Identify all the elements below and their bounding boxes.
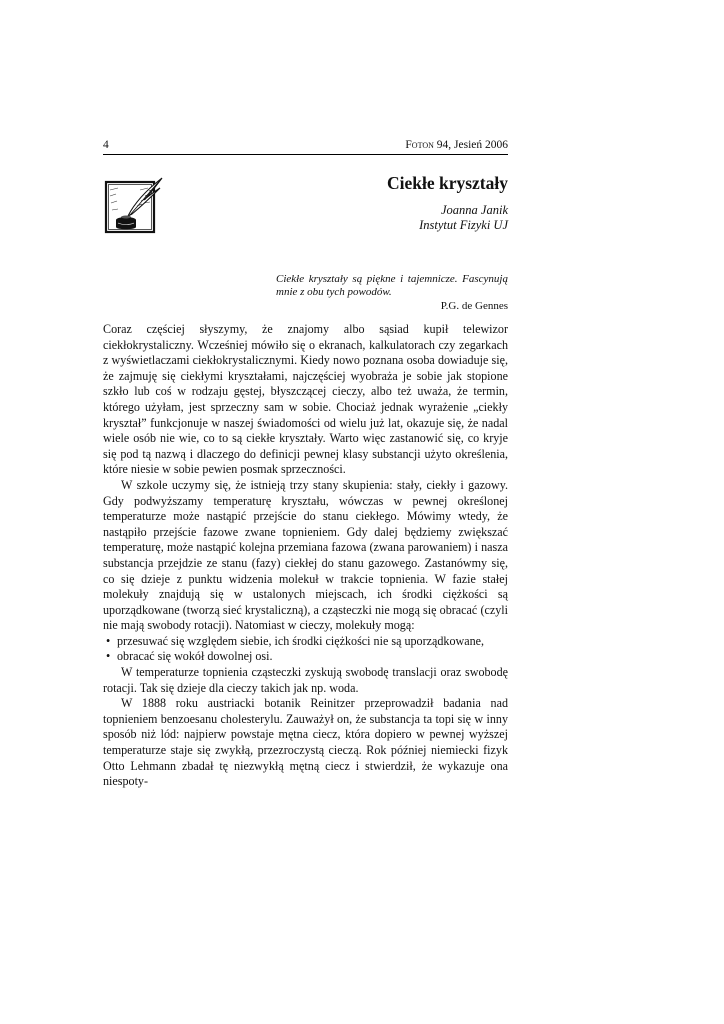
- epigraph: [276, 273, 508, 313]
- article-title: Ciekłe kryształy: [386, 173, 508, 193]
- list-item: [103, 649, 508, 665]
- paragraph: W szkole uczymy się, że istnieją trzy stany skupienia: stały, ciekły i gazowy. Gdy podwyższamy temperaturę kryształu, wówczas w pewnej określonej temperaturze może nastąpić przejście do stanu ciekłego. Mówimy wtedy, że nastąpiło przejście fazowe zwane topnieniem. Gdy dalej będziemy zwiększać temperaturę, może nastąpić kolejna przemiana fazowa (zwana parowaniem) i nasza substancja przejdzie ze stanu (fazy) ciekłej do stanu gazowego. Zastanówmy się, co się dzieje z punktu widzenia molekuł w trakcie topnienia. W fazie stałej molekuły znajdują się w ustalonych miejscach, ich środki ciężkości są uporządkowane (tworzą sieć krystaliczną), a cząsteczki nie mogą się obracać (czyli nie mają swobody rotacji). Natomiast w cieczy, molekuły mogą:: [103, 477, 508, 633]
- list-item-text: przesuwać się względem siebie, ich środki ciężkości nie są uporządkowane,: [117, 633, 485, 648]
- journal-name: Foton: [405, 139, 434, 151]
- article-body: [103, 322, 508, 790]
- paragraph: W temperaturze topnienia cząsteczki zyskują swobodę translacji oraz swobodę rotacji. Tak się dzieje dla cieczy takich jak np. woda.: [103, 665, 508, 695]
- journal-info: [405, 138, 508, 152]
- epigraph-attribution: P.G. de Gennes: [440, 300, 508, 312]
- inkwell-quill-icon: [104, 176, 168, 236]
- bullet-icon: •: [106, 649, 111, 664]
- list-item-text: obracać się wokół dowolnej osi.: [117, 649, 273, 664]
- article-author: Joanna Janik: [441, 203, 508, 217]
- journal-issue: 94, Jesień 2006: [433, 139, 508, 151]
- running-header: [103, 138, 508, 155]
- list-item: [103, 634, 508, 650]
- epigraph-quote: Ciekłe kryształy są piękne i tajemnicze. Fascynują mnie z obu tych powodów.: [276, 273, 508, 298]
- author-affiliation: Instytut Fizyki UJ: [419, 218, 508, 232]
- bullet-icon: •: [106, 633, 111, 648]
- page-number: 4: [103, 139, 109, 151]
- paragraph: W 1888 roku austriacki botanik Reinitzer przeprowadził badania nad topnieniem benzoesanu cholesterylu. Zauważył on, że substancja ta topi się w inny sposób niż lód: najpierw powstaje mętna ciecz, która dopiero w pewnej wyższej temperaturze staje się zwykłą, przezroczystą cieczą. Rok później niemiecki fizyk Otto Lehmann zbadał tę niezwykłą mętną ciecz i stwierdził, że wykazuje ona niespoty-: [103, 696, 508, 789]
- bullet-list: [103, 634, 508, 665]
- paragraph: Coraz częściej słyszymy, że znajomy albo sąsiad kupił telewizor ciekłokrystaliczny. Wcześniej mówiło się o ekranach, kalkulatorach czy zegarkach z wyświetlaczami ciekłokrystalicznymi. Kiedy nowo poznana osoba dowiaduje się, że zajmuję się ciekłymi kryształami, najczęściej wyobraża je sobie jak stopione szkło lub coś w rodzaju gęstej, błyszczącej cieczy, albo też uważa, że termin, którego użyłam, jest sprzeczny sam w sobie. Chociaż jednak wyrażenie „ciekły kryształ” funkcjonuje w naszej świadomości od wielu już lat, okazuje się, że nadal wiele osób nie wie, co to są ciekłe kryształy. Warto więc zastanowić się, co kryje się pod tą nazwą i dlaczego do definicji pewnej klasy substancji użyto określenia, które niesie w sobie pewien posmak sprzeczności.: [103, 322, 508, 477]
